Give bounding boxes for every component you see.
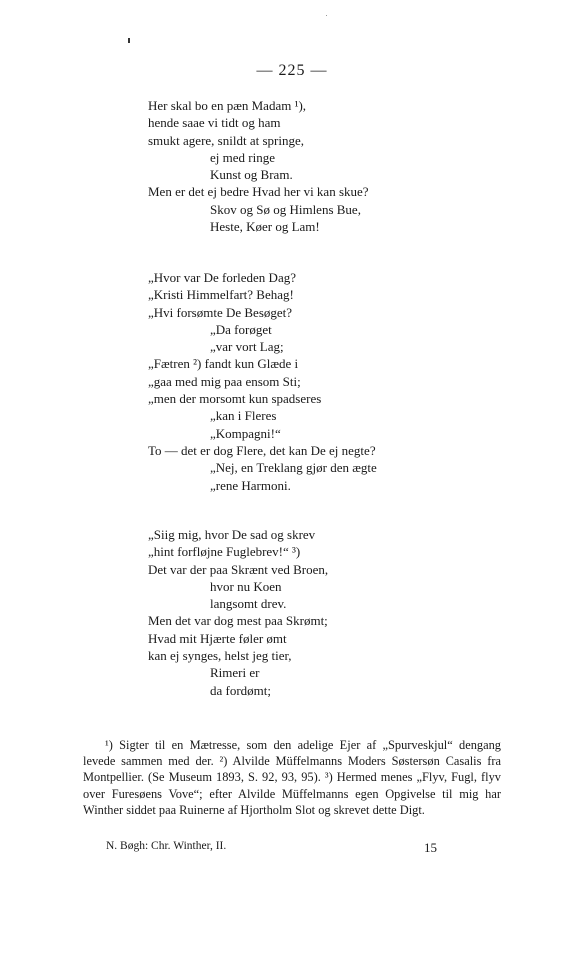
sheet-number: 15 [424,840,437,855]
verse-line: Skov og Sø og Himlens Bue, [210,201,361,217]
stray-dot [326,15,327,16]
verse-line: Kunst og Bram. [210,167,293,183]
verse-line: „Kristi Himmelfart? Behag! [148,287,294,303]
verse-line: „Nej, en Treklang gjør den ægte [210,460,377,476]
stanza-3 [148,526,548,699]
stanza-2 [148,269,548,494]
verse-line: „Kompagni!“ [210,425,281,441]
verse-line: Heste, Køer og Lam! [210,219,320,235]
stray-mark [128,38,130,43]
stanza-1 [148,97,548,235]
verse-line: „gaa med mig paa ensom Sti; [148,373,301,389]
verse-line: ej med ringe [210,149,275,165]
verse-line: Men er det ej bedre Hvad her vi kan skue? [148,184,369,200]
verse-line: „hint forfløjne Fuglebrev!“ ³) [148,544,301,560]
verse-line: „Siig mig, hvor De sad og skrev [148,527,316,542]
verse-line: hvor nu Koen [210,578,282,594]
verse-line: Det var der paa Skrænt ved Broen, [148,561,329,577]
page-number: — 225 — [256,62,328,79]
footnote-text: ¹) Sigter til en Mætresse, som den adelige Ejer af „Spurveskjul“ dengang levede sammen med der. ²) Alvilde Müffelmanns Moders Søstersøn Casalis fra Montpellier. (Se Museum 1893, S. 92, 93, 95). ³) Hermed menes „Flyv, Fugl, flyv over Furesøens Vove“; efter Alvilde Müffelmanns egen Opgivelse til mig har Winther siddet paa Ruinerne af Hjortholm Slot og skrevet dette Digt. [83,738,501,817]
verse-line: „Fætren ²) fandt kun Glæde i [148,356,299,372]
footnotes [83,737,501,818]
sheet-signature: N. Bøgh: Chr. Winther, II. [106,840,227,852]
verse-line: Her skal bo en pæn Madam ¹), [148,98,307,113]
verse-line: „kan i Fleres [210,408,277,424]
verse-line: Rimeri er [210,665,260,681]
verse-line: „var vort Lag; [210,339,284,355]
verse-line: smukt agere, snildt at springe, [148,132,304,148]
verse-line: „men der morsomt kun spadseres [148,391,322,407]
verse-line: hende saae vi tidt og ham [148,115,281,131]
verse-line: „Hvor var De forleden Dag? [148,270,296,285]
verse-line: To — det er dog Flere, det kan De ej negte? [148,442,376,458]
verse-line: langsomt drev. [210,596,287,612]
verse-line: Men det var dog mest paa Skrømt; [148,613,328,629]
verse-line: „Da forøget [210,321,272,337]
verse-line: kan ej synges, helst jeg tier, [148,648,292,664]
verse-line: da fordømt; [210,682,272,698]
verse-line: Hvad mit Hjærte føler ømt [148,630,287,646]
verse-line: „rene Harmoni. [210,477,291,493]
verse-line: „Hvi forsømte De Besøget? [148,304,293,320]
